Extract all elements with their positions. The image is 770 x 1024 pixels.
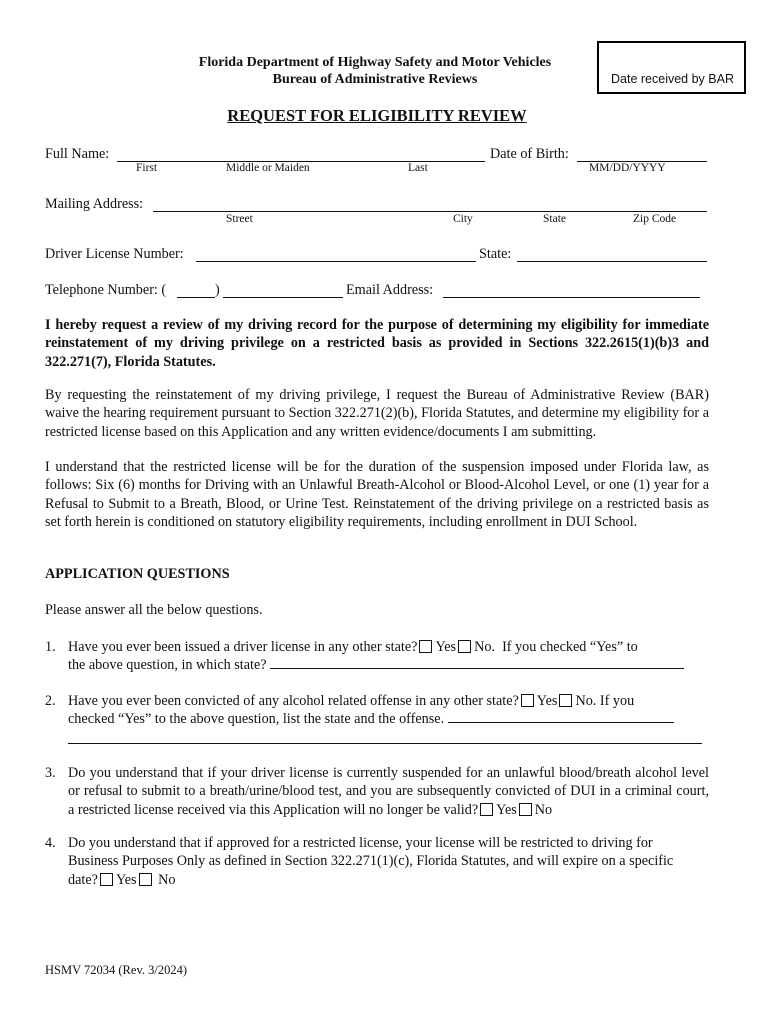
followup-text: If you — [599, 693, 635, 709]
question-4 — [45, 834, 709, 889]
area-code-field[interactable] — [177, 297, 215, 298]
agency-name: Florida Department of Highway Safety and Motor Vehicles — [198, 55, 552, 70]
request-statement: I hereby request a review of my driving record for the purpose of determining my eligibility for immediate reinstatement of my driving privilege on a restricted basis as provided in Sections 322.2615(1)(b)3 and 322.271(7), Florida Statutes. — [45, 317, 709, 370]
dl-state-label: State: — [479, 246, 512, 262]
dob-format-hint: MM/DD/YYYY — [589, 162, 666, 174]
q4-no-checkbox[interactable] — [139, 873, 152, 886]
email-label: Email Address: — [346, 282, 434, 298]
question-1 — [45, 638, 709, 675]
instructions-text: Please answer all the below questions. — [45, 602, 263, 618]
question-number: 1. — [45, 639, 56, 655]
no-label: No — [158, 871, 176, 888]
q2-offense-field[interactable] — [448, 722, 674, 723]
q3-yes-checkbox[interactable] — [480, 803, 493, 816]
q3-no-checkbox[interactable] — [519, 803, 532, 816]
question-number: 3. — [45, 765, 56, 781]
date-received-label: Date received by BAR — [611, 72, 734, 86]
question-3 — [45, 764, 709, 819]
driver-license-label: Driver License Number: — [45, 246, 184, 262]
form-title: REQUEST FOR ELIGIBILITY REVIEW — [227, 106, 527, 125]
q4-yes-checkbox[interactable] — [100, 873, 113, 886]
full-name-sub-middle: Middle or Maiden — [226, 162, 310, 174]
form-number-footer: HSMV 72034 (Rev. 3/2024) — [45, 963, 188, 977]
question-text: Do you understand that if approved for a restricted license, your license will be restricted to driving for Business Purposes Only as defined in Section 322.271(1)(c), Florida Statutes, and will expire on a specific date? — [68, 835, 674, 888]
question-text: Do you understand that if your driver license is currently suspended for an unlawful blood/breath alcohol level or refusal to submit to a breath/urine/blood test, and you are subsequently convicted of DUI in a criminal court, a restricted license received via this Application will no longer be valid? — [68, 765, 709, 818]
date-received-box — [597, 41, 746, 94]
mailing-sub-state: State — [543, 213, 566, 225]
question-text: Have you ever been issued a driver license in any other state? — [68, 639, 418, 655]
mailing-sub-city: City — [453, 213, 473, 225]
telephone-close-paren: ) — [215, 282, 220, 298]
telephone-field[interactable] — [223, 297, 343, 298]
yes-label: Yes — [496, 801, 517, 818]
mailing-address-label: Mailing Address: — [45, 196, 144, 212]
q1-no-checkbox[interactable] — [458, 640, 471, 653]
bureau-name: Bureau of Administrative Reviews — [272, 72, 478, 87]
followup-text: If you checked “Yes” to — [502, 639, 638, 655]
q1-yes-checkbox[interactable] — [419, 640, 432, 653]
driver-license-field[interactable] — [196, 261, 476, 262]
q2-yes-checkbox[interactable] — [521, 694, 534, 707]
question-2 — [45, 692, 709, 749]
restricted-license-paragraph: I understand that the restricted license will be for the duration of the suspension imposed under Florida law, as follows: Six (6) months for Driving with an Unlawful Breath-Alcohol or Blood-Alcohol Level, or one (1) year for a Refusal to Submit to a Breath, Blood, or Urine Test. Reinstatement of the driving privilege on a restricted basis as set forth herein is conditioned on statutory eligibility requirements, including enrollment in DUI School. — [45, 459, 709, 531]
no-label: No — [534, 801, 553, 818]
dl-state-field[interactable] — [517, 261, 707, 262]
yes-label: Yes — [115, 871, 137, 888]
application-questions-heading: APPLICATION QUESTIONS — [45, 566, 230, 582]
mailing-address-field[interactable] — [153, 211, 707, 212]
dob-label: Date of Birth: — [490, 146, 569, 162]
telephone-label: Telephone Number: ( — [45, 282, 167, 298]
q1-state-field[interactable] — [270, 668, 684, 669]
full-name-sub-first: First — [136, 162, 158, 174]
question-number: 2. — [45, 693, 56, 709]
no-label: No. — [575, 693, 597, 709]
mailing-sub-street: Street — [226, 213, 253, 225]
followup-text-2: the above question, in which state? — [68, 657, 267, 674]
waiver-paragraph: By requesting the reinstatement of my driving privilege, I request the Bureau of Administrative Review (BAR) waive the hearing requirement pursuant to Section 322.271(2)(b), Florida Statutes, and determine my eligibility for a restricted license based on this Application and any written evidence/documents I am submitting. — [45, 387, 709, 440]
full-name-label: Full Name: — [45, 146, 110, 162]
q2-no-checkbox[interactable] — [559, 694, 572, 707]
full-name-sub-last: Last — [408, 162, 428, 174]
no-label: No. — [474, 639, 495, 655]
followup-text-2: checked “Yes” to the above question, list the state and the offense. — [68, 711, 445, 728]
q2-offense-field-2[interactable] — [68, 729, 702, 744]
question-text: Have you ever been convicted of any alcohol related offense in any other state? — [68, 693, 519, 709]
yes-label: Yes — [435, 639, 457, 655]
yes-label: Yes — [536, 693, 558, 709]
question-number: 4. — [45, 835, 56, 851]
mailing-sub-zip: Zip Code — [633, 213, 677, 225]
email-field[interactable] — [443, 297, 700, 298]
